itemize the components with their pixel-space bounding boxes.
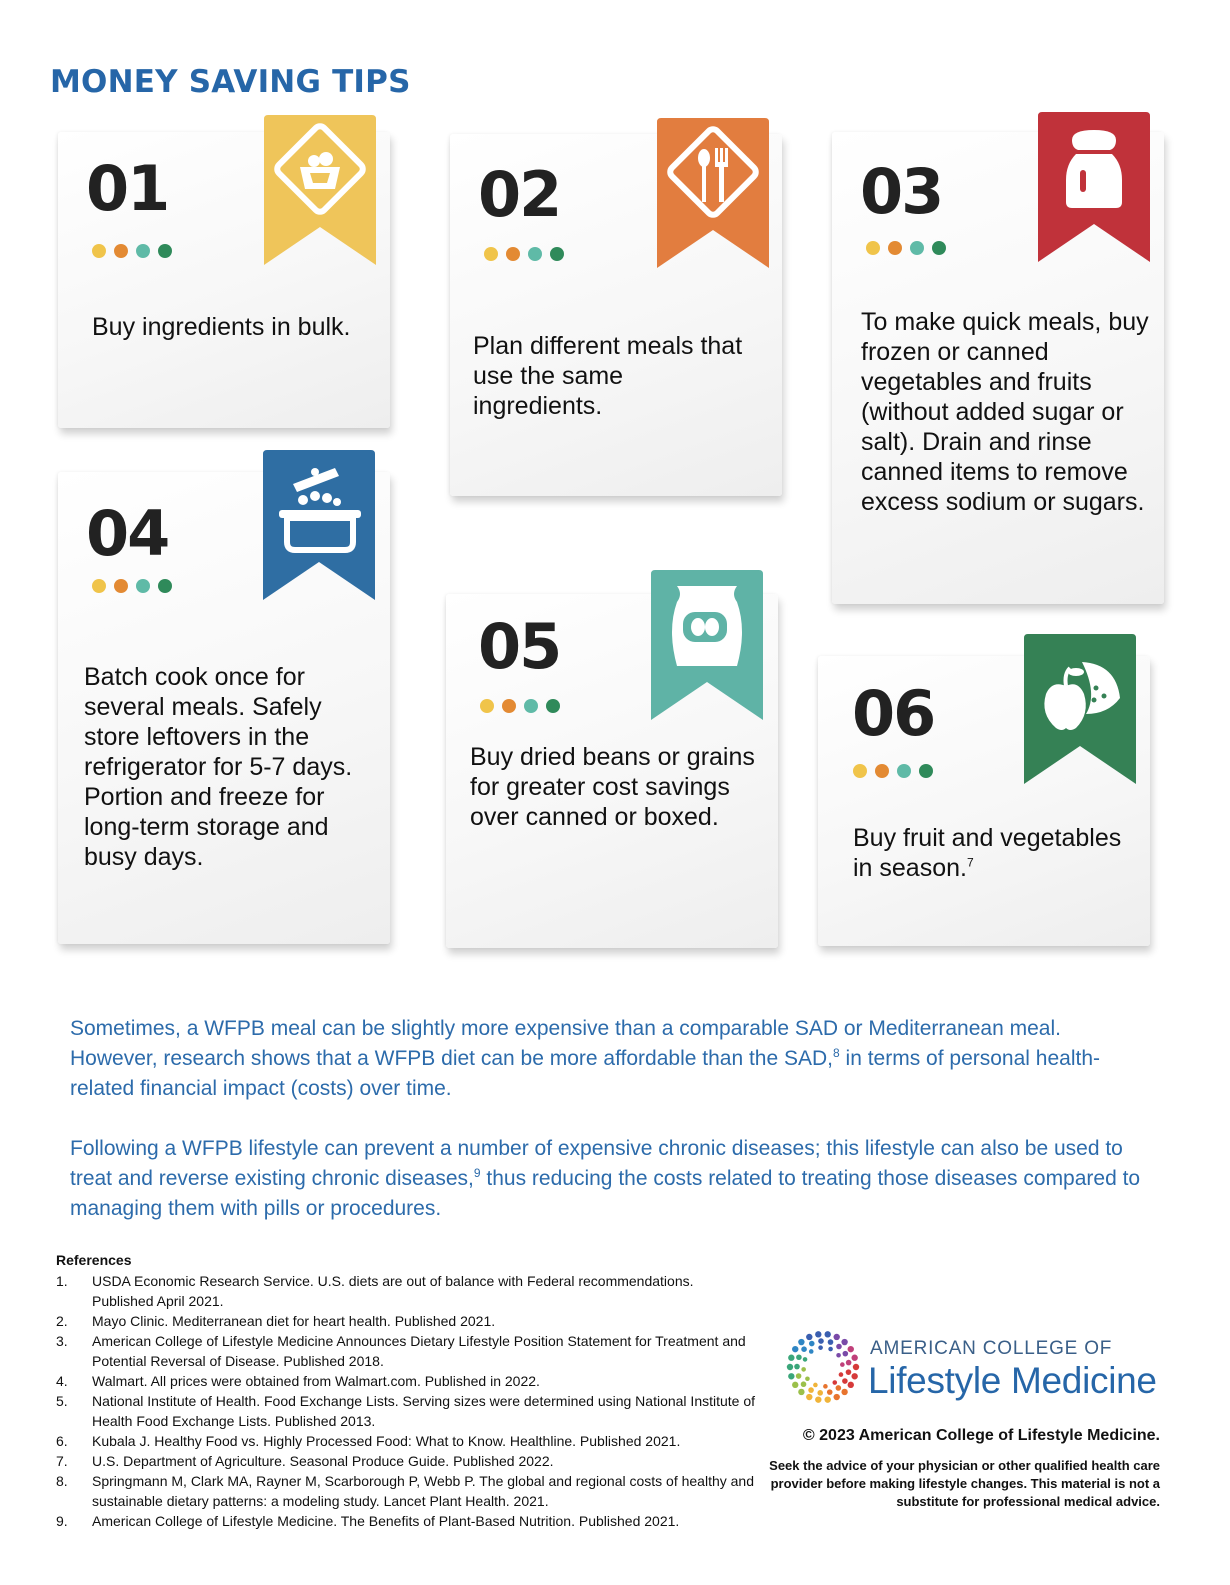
- acl-logo: [786, 1328, 1166, 1408]
- dot-green: [932, 241, 946, 255]
- cost-paragraph: [70, 1014, 1150, 1104]
- tip-number: 03: [860, 155, 943, 228]
- dot-orange: [888, 241, 902, 255]
- dot-green: [158, 244, 172, 258]
- dot-teal: [897, 764, 911, 778]
- dot-orange: [875, 764, 889, 778]
- tip-number: 01: [86, 152, 169, 225]
- tip-dots: [484, 247, 564, 261]
- reference-text: National Institute of Health. Food Exchange Lists. Serving sizes were determined using National Institute of Health Food Exchange Lists. Published 2013.: [92, 1393, 756, 1429]
- reference-item: [56, 1331, 756, 1371]
- prevention-paragraph-text-cont: thus reducing the costs related to treating those diseases compared to managing them with pills or procedures.: [70, 1167, 1141, 1220]
- tip-text: Buy ingredients in bulk.: [92, 313, 351, 341]
- dot-teal: [136, 244, 150, 258]
- reference-item: [56, 1391, 756, 1431]
- tip-number: 04: [86, 497, 169, 570]
- dot-teal: [528, 247, 542, 261]
- dot-green: [550, 247, 564, 261]
- page-title: MONEY SAVING TIPS: [50, 64, 411, 100]
- tip-text: Batch cook once for several meals. Safely store leftovers in the refrigerator for 5-7 days. Portion and freeze for long-term storage and busy days.: [84, 663, 353, 871]
- tip-text: [853, 823, 1143, 883]
- tip-dots: [92, 244, 172, 258]
- reference-text: Springmann M, Clark MA, Rayner M, Scarborough P, Webb P. The global and regional costs of healthy and sustainable dietary patterns: a modeling study. Lancet Plant Health. 2021.: [92, 1473, 754, 1509]
- dot-yellow: [92, 244, 106, 258]
- dot-yellow: [480, 699, 494, 713]
- utensils-icon: [657, 118, 769, 268]
- reference-number: 7.: [56, 1453, 68, 1469]
- tip-number: 02: [478, 158, 561, 231]
- dot-green: [919, 764, 933, 778]
- tip-text: Buy dried beans or grains for greater cost savings over canned or boxed.: [470, 743, 755, 831]
- reference-text: Mayo Clinic. Mediterranean diet for heart health. Published 2021.: [92, 1313, 496, 1329]
- references-list: [56, 1271, 756, 1531]
- dot-orange: [114, 579, 128, 593]
- reference-item: [56, 1431, 756, 1451]
- dot-orange: [506, 247, 520, 261]
- salad-bowl-icon: [264, 115, 376, 265]
- dot-orange: [114, 244, 128, 258]
- tip-dots: [92, 579, 172, 593]
- dot-teal: [524, 699, 538, 713]
- jar-icon: [1038, 112, 1150, 262]
- logo-line-1: AMERICAN COLLEGE OF: [870, 1338, 1113, 1359]
- copyright-notice: © 2023 American College of Lifestyle Medicine.: [802, 1427, 1160, 1444]
- dot-green: [158, 579, 172, 593]
- reference-number: 2.: [56, 1313, 68, 1329]
- reference-number: 1.: [56, 1273, 68, 1289]
- reference-text: American College of Lifestyle Medicine. The Benefits of Plant-Based Nutrition. Published 2021.: [92, 1513, 680, 1529]
- reference-item: [56, 1451, 756, 1471]
- tip-text-main: Buy fruit and vegetables in season.: [853, 824, 1122, 882]
- reference-item: [56, 1471, 756, 1511]
- reference-number: 8.: [56, 1473, 68, 1489]
- dotted-circle-logo-icon: [786, 1330, 860, 1404]
- bean-bag-icon: [651, 570, 763, 720]
- reference-item: [56, 1311, 756, 1331]
- reference-number: 3.: [56, 1333, 68, 1349]
- tip-number: 05: [478, 610, 561, 683]
- dot-teal: [136, 579, 150, 593]
- cost-paragraph-text: Sometimes, a WFPB meal can be slightly more expensive than a comparable SAD or Mediterranean meal. However, research shows that a WFPB diet can be more affordable than the SAD,: [70, 1017, 1061, 1070]
- dot-yellow: [92, 579, 106, 593]
- references-heading: References: [56, 1252, 132, 1268]
- footnote-8: 8: [833, 1046, 840, 1060]
- tip-footnote: 7: [966, 855, 974, 870]
- reference-item: [56, 1371, 756, 1391]
- reference-item: [56, 1511, 756, 1531]
- tip-text: Plan different meals that use the same ingredients.: [473, 332, 743, 420]
- tip-dots: [866, 241, 946, 255]
- dot-teal: [910, 241, 924, 255]
- reference-text: U.S. Department of Agriculture. Seasonal Produce Guide. Published 2022.: [92, 1453, 554, 1469]
- logo-line-2: Lifestyle Medicine: [868, 1360, 1157, 1401]
- dot-yellow: [866, 241, 880, 255]
- fruit-icon: [1024, 634, 1136, 784]
- dot-orange: [502, 699, 516, 713]
- tip-text: To make quick meals, buy frozen or canned vegetables and fruits (without added sugar or salt). Drain and rinse canned items to remove excess sodium or sugars.: [861, 308, 1149, 516]
- reference-text: Walmart. All prices were obtained from Walmart.com. Published in 2022.: [92, 1373, 540, 1389]
- reference-item: [56, 1271, 756, 1311]
- tip-dots: [853, 764, 933, 778]
- cost-paragraph-text-cont: in terms of personal health-related financial impact (costs) over time.: [70, 1047, 1100, 1100]
- medical-disclaimer: Seek the advice of your physician or other qualified health care provider before making lifestyle changes. This material is not a substitute for professional medical advice.: [769, 1458, 1160, 1509]
- prevention-paragraph-text: Following a WFPB lifestyle can prevent a number of expensive chronic diseases; this lifestyle can also be used to treat and reverse existing chronic diseases,: [70, 1137, 1123, 1190]
- reference-number: 5.: [56, 1393, 68, 1409]
- reference-number: 4.: [56, 1373, 68, 1389]
- reference-text: Kubala J. Healthy Food vs. Highly Processed Food: What to Know. Healthline. Published 2021.: [92, 1433, 681, 1449]
- footnote-9: 9: [473, 1166, 481, 1180]
- reference-number: 9.: [56, 1513, 68, 1529]
- dot-green: [546, 699, 560, 713]
- reference-number: 6.: [56, 1433, 68, 1449]
- tip-dots: [480, 699, 560, 713]
- reference-text: USDA Economic Research Service. U.S. diets are out of balance with Federal recommendations. Published April 2021.: [92, 1273, 694, 1309]
- cooking-pot-icon: [263, 450, 375, 600]
- dot-yellow: [853, 764, 867, 778]
- reference-text: American College of Lifestyle Medicine Announces Dietary Lifestyle Position Statement for Treatment and Potential Reversal of Disease. Published 2018.: [92, 1333, 746, 1369]
- dot-yellow: [484, 247, 498, 261]
- prevention-paragraph: [70, 1134, 1150, 1224]
- tip-number: 06: [852, 677, 935, 750]
